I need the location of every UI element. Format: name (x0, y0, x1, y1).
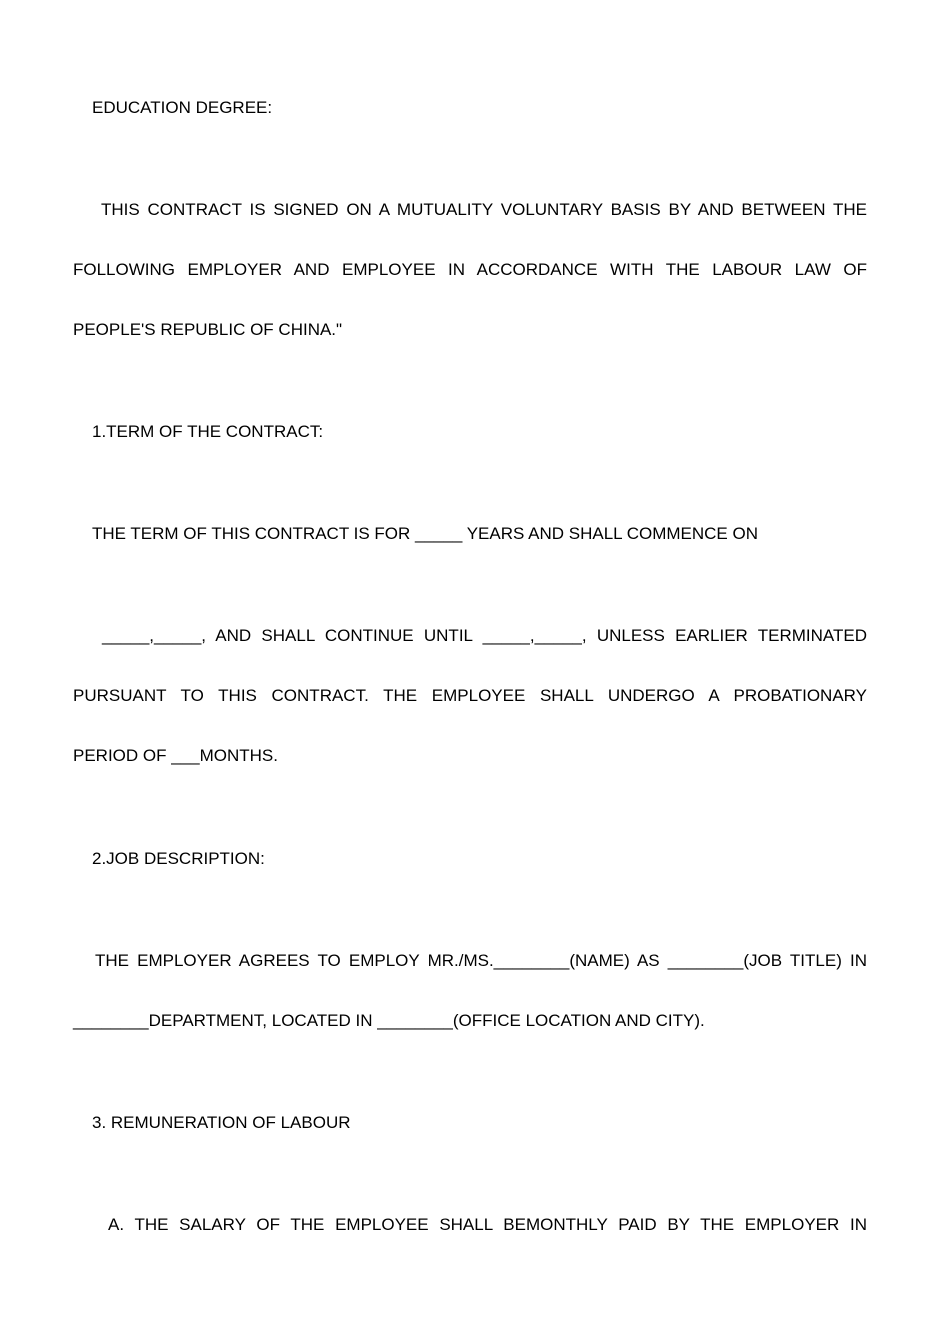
section-3-heading: 3. REMUNERATION OF LABOUR (92, 1113, 351, 1132)
term-continuation-line-3: PERIOD OF ___MONTHS. (73, 746, 278, 765)
job-description-line-2: ________DEPARTMENT, LOCATED IN ________(OFFICE LOCATION AND CITY). (73, 1011, 705, 1030)
intro-line-1: THIS CONTRACT IS SIGNED ON A MUTUALITY VOLUNTARY BASIS BY AND BETWEEN THE (101, 200, 867, 219)
intro-line-2: FOLLOWING EMPLOYER AND EMPLOYEE IN ACCORDANCE WITH THE LABOUR LAW OF (73, 260, 867, 279)
job-description-line-1: THE EMPLOYER AGREES TO EMPLOY MR./MS.________(NAME) AS ________(JOB TITLE) IN (95, 951, 867, 970)
section-2-heading: 2.JOB DESCRIPTION: (92, 849, 265, 868)
term-continuation-line-2: PURSUANT TO THIS CONTRACT. THE EMPLOYEE SHALL UNDERGO A PROBATIONARY (73, 686, 867, 705)
term-continuation-line-1: _____,_____, AND SHALL CONTINUE UNTIL _____,_____, UNLESS EARLIER TERMINATED (102, 626, 867, 645)
term-paragraph-line-1: THE TERM OF THIS CONTRACT IS FOR _____ YEARS AND SHALL COMMENCE ON (92, 524, 758, 543)
intro-line-3: PEOPLE'S REPUBLIC OF CHINA." (73, 320, 343, 339)
education-degree-heading: EDUCATION DEGREE: (92, 98, 273, 117)
salary-line-1: A. THE SALARY OF THE EMPLOYEE SHALL BEMONTHLY PAID BY THE EMPLOYER IN (108, 1215, 867, 1234)
section-1-heading: 1.TERM OF THE CONTRACT: (92, 422, 324, 441)
